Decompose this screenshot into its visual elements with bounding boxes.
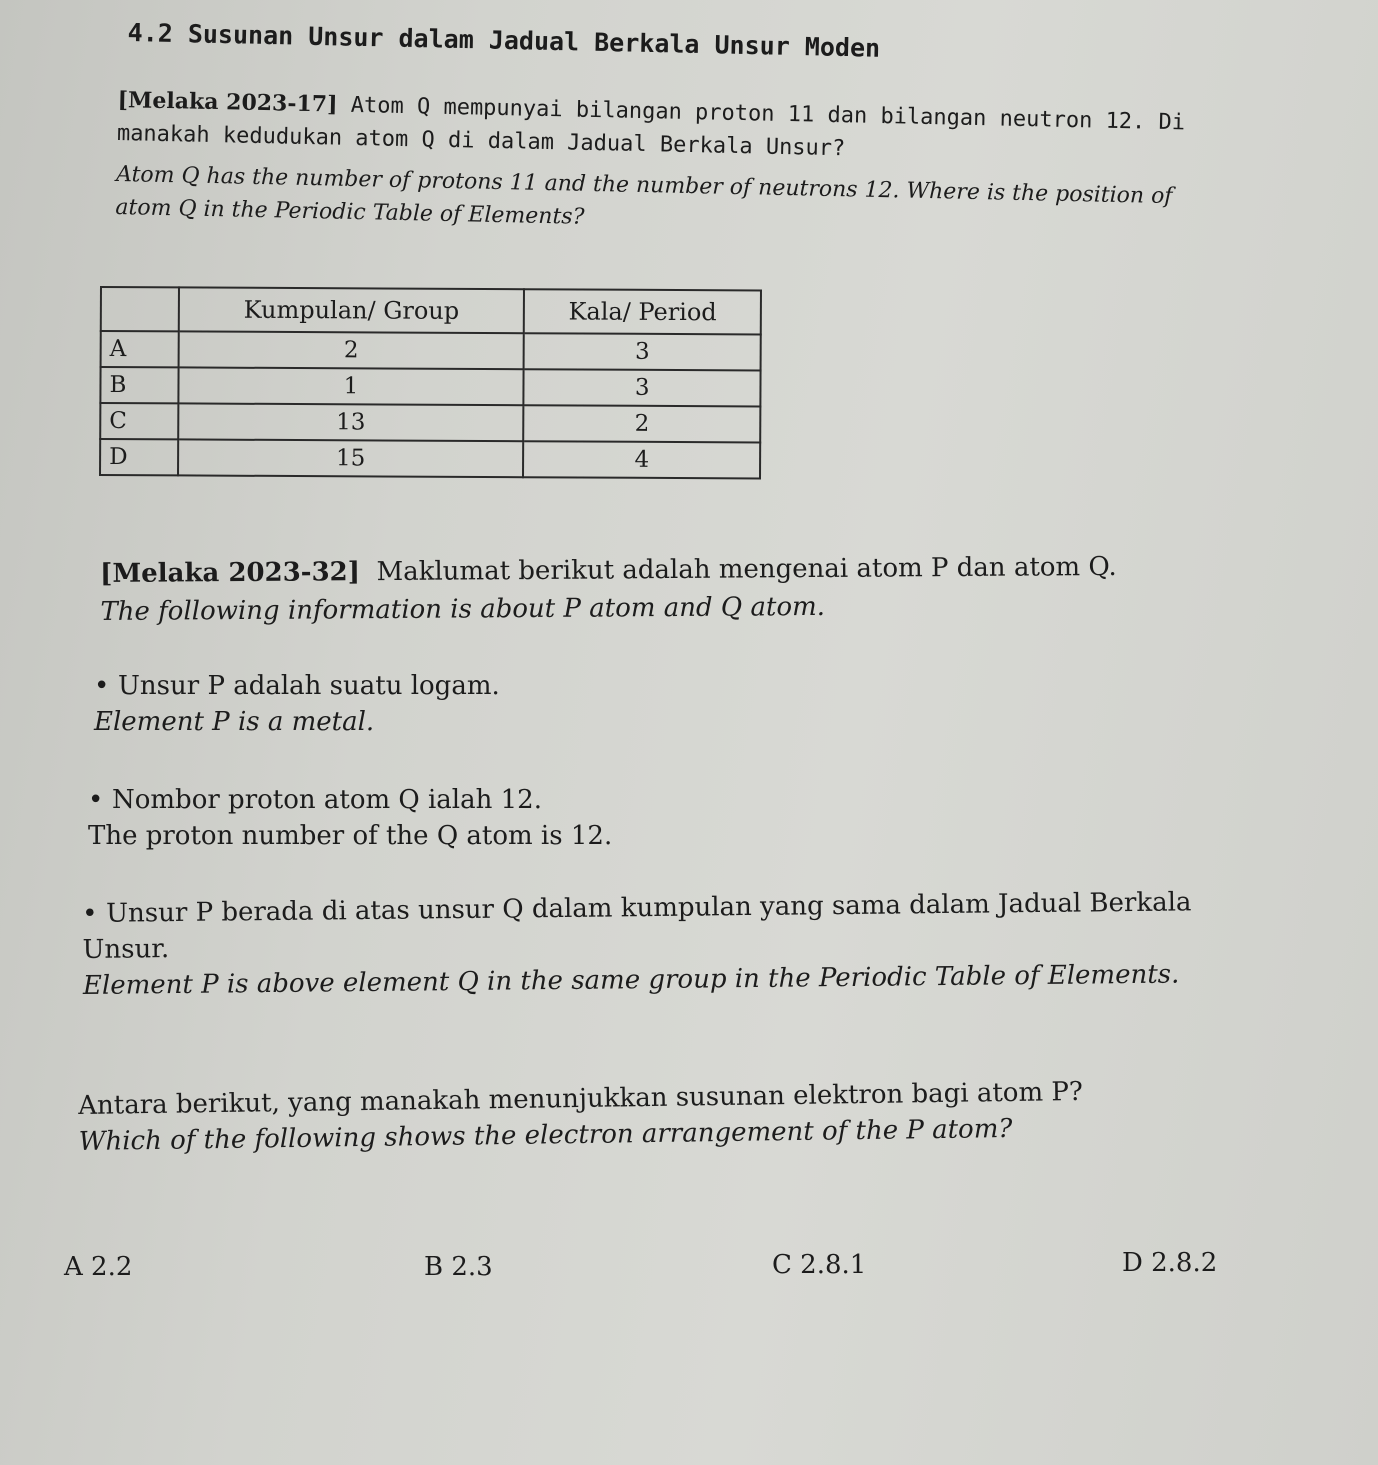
option-group: 15 xyxy=(178,439,524,477)
question-17-source: [Melaka 2023-17] xyxy=(117,86,338,118)
question-32-text-en: Which of the following shows the electron arrangement of the P atom? xyxy=(78,1113,1013,1157)
question-32-intro-text: Maklumat berikut adalah mengenai atom P dan atom Q. xyxy=(376,551,1117,588)
question-17-text-en: Atom Q has the number of protons 11 and the number of neutrons 12. Where is the position of atom Q in the Periodic Table of Elements? xyxy=(115,161,1173,230)
bullet-text-ms: • Nombor proton atom Q ialah 12. xyxy=(88,782,612,818)
option-period: 4 xyxy=(523,441,760,478)
bullet-text-en: Element P is a metal. xyxy=(94,707,375,737)
option-label: D xyxy=(100,439,178,475)
option-period: 2 xyxy=(524,405,761,442)
option-label: B xyxy=(100,367,178,403)
table-header-blank xyxy=(101,287,179,331)
question-17-malay xyxy=(117,84,1228,173)
question-32-source: [Melaka 2023-32] xyxy=(100,557,361,589)
table-header-group: Kumpulan/ Group xyxy=(178,287,524,333)
table-row xyxy=(100,439,760,478)
table-row xyxy=(100,367,760,406)
section-title: 4.2 Susunan Unsur dalam Jadual Berkala Unsur Moden xyxy=(127,18,881,63)
answer-options xyxy=(64,1248,1304,1292)
question-32-text-ms: Antara berikut, yang manakah menunjukkan susunan elektron bagi atom P? xyxy=(78,1076,1084,1121)
option-period: 3 xyxy=(524,333,761,370)
question-17 xyxy=(115,84,1228,247)
question-32-intro-ms xyxy=(100,549,1117,592)
option-group: 2 xyxy=(178,331,524,369)
answer-options-table xyxy=(99,286,762,479)
bullet-text-ms: • Unsur P adalah suatu logam. xyxy=(94,668,500,704)
option-group: 13 xyxy=(178,403,524,441)
question-17-text-ms: Atom Q mempunyai bilangan proton 11 dan bilangan neutron 12. Di manakah kedudukan atom Q di dalam Jadual Berkala Unsur? xyxy=(116,92,1186,162)
table-row xyxy=(101,331,761,370)
option-label: A xyxy=(101,331,179,367)
option-c[interactable]: C 2.8.1 xyxy=(772,1250,867,1280)
bullet-text-ms: • Unsur P berada di atas unsur Q dalam kumpulan yang sama dalam Jadual Berkala Unsur. xyxy=(82,884,1263,968)
option-label: C xyxy=(100,403,178,439)
info-bullet-3 xyxy=(82,884,1263,1004)
option-a[interactable]: A 2.2 xyxy=(64,1252,133,1282)
option-group: 1 xyxy=(178,367,524,405)
option-d[interactable]: D 2.8.2 xyxy=(1122,1248,1218,1278)
table-header-period: Kala/ Period xyxy=(524,289,761,334)
question-32-intro-en: The following information is about P atom and Q atom. xyxy=(100,591,826,627)
table-row xyxy=(100,403,760,442)
info-bullet-2 xyxy=(88,782,612,854)
bullet-text-en: Element P is above element Q in the same group in the Periodic Table of Elements. xyxy=(82,959,1180,1001)
option-b[interactable]: B 2.3 xyxy=(424,1252,493,1282)
option-period: 3 xyxy=(524,369,761,406)
question-32-intro xyxy=(100,549,1117,630)
bullet-text-en: The proton number of the Q atom is 12. xyxy=(88,821,613,851)
table-header-row xyxy=(101,287,761,334)
info-bullet-1 xyxy=(94,668,500,740)
question-32-prompt xyxy=(78,1071,1319,1160)
